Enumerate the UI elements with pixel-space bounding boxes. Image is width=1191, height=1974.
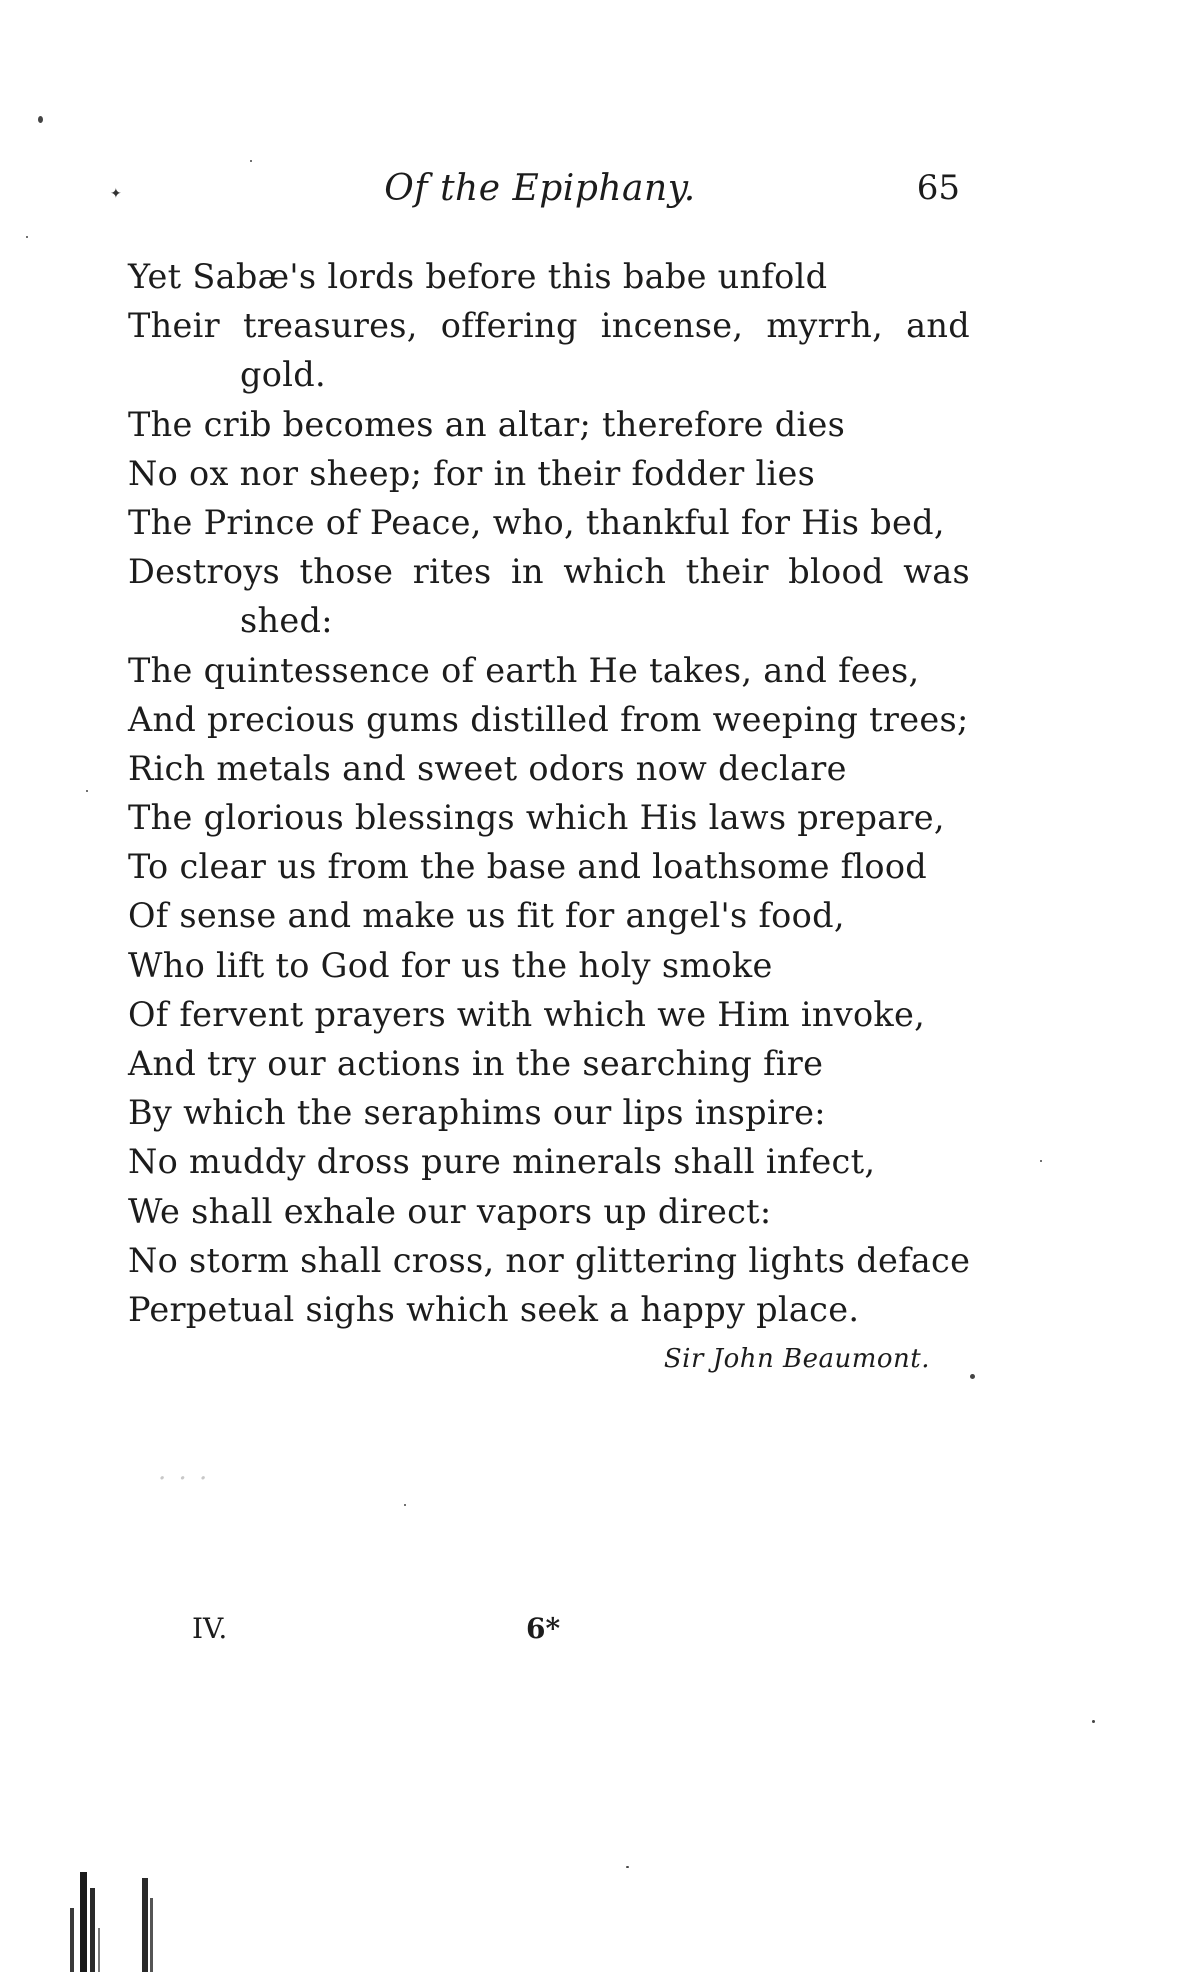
poem-attribution: Sir John Beaumont. — [663, 1344, 930, 1374]
poem-line: By which the seraphims our lips inspire: — [128, 1093, 826, 1133]
poem — [128, 252, 970, 1334]
poem-line: The quintessence of earth He takes, and fees, — [128, 650, 920, 690]
scan-speck — [1092, 1720, 1095, 1723]
poem-line: No muddy dross pure minerals shall infect, — [128, 1142, 876, 1182]
poem-line-continuation: shed: — [240, 601, 333, 641]
scan-speck — [626, 1866, 629, 1868]
ink-speck: ✦ — [110, 186, 122, 202]
page-title: Of the Epiphany. — [384, 168, 696, 209]
scan-speck — [38, 116, 43, 123]
poem-line: And try our actions in the searching fire — [128, 1044, 824, 1083]
poem-line: Of fervent prayers with which we Him invoke, — [128, 994, 926, 1034]
poem-line: Who lift to God for us the holy smoke — [128, 945, 773, 985]
scan-speck — [970, 1374, 975, 1379]
binding-shadow — [58, 1868, 178, 1974]
poem-line: The glorious blessings which His laws prepare, — [128, 798, 945, 838]
poem-line: We shall exhale our vapors up direct: — [128, 1191, 772, 1231]
scan-speck — [1040, 1160, 1042, 1162]
poem-line: Rich metals and sweet odors now declare — [128, 748, 847, 788]
poem-line: No ox nor sheep; for in their fodder lies — [128, 453, 816, 493]
scan-speck — [86, 790, 88, 792]
page-number: 65 — [916, 168, 960, 208]
poem-line: Yet Sabæ's lords before this babe unfold — [128, 257, 828, 296]
poem-line-continuation: gold. — [240, 355, 326, 395]
poem-line: The Prince of Peace, who, thankful for His bed, — [128, 502, 945, 542]
poem-line: To clear us from the base and loathsome flood — [128, 847, 928, 887]
poem-line: The crib becomes an altar; therefore dies — [128, 404, 846, 444]
show-through-smudge: · · · — [158, 1464, 210, 1494]
scan-speck — [26, 236, 28, 238]
scan-speck — [404, 1504, 406, 1506]
poem-line: Of sense and make us fit for angel's food, — [128, 896, 845, 936]
volume-mark: IV. — [192, 1612, 228, 1645]
poem-line: No storm shall cross, nor glittering lights deface — [128, 1240, 971, 1280]
poem-line: Destroys those rites in which their blood was — [128, 552, 970, 592]
scan-speck — [250, 160, 252, 162]
signature-mark: 6* — [526, 1612, 561, 1645]
poem-line: Their treasures, offering incense, myrrh, and — [128, 306, 970, 346]
poem-line: And precious gums distilled from weeping trees; — [128, 699, 969, 739]
running-header — [110, 168, 960, 218]
poem-line: Perpetual sighs which seek a happy place. — [128, 1289, 860, 1329]
